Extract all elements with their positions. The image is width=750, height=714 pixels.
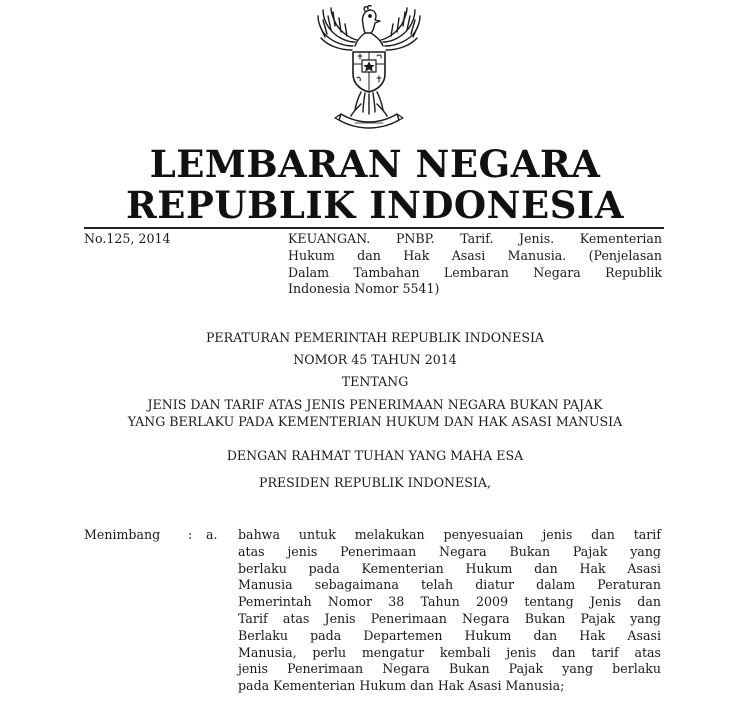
considering-line: Manusia, perlu mengatur kembali jenis dan tarif atas (238, 644, 661, 660)
considering-item-text (238, 527, 661, 695)
considering-line: Berlaku pada Departemen Hukum dan Hak Asasi (238, 627, 661, 643)
issue-subject (288, 231, 662, 298)
considering-label: Menimbang (84, 527, 161, 542)
regulation-issuer: PRESIDEN REPUBLIK INDONESIA, (259, 475, 491, 490)
considering-line: Pemerintah Nomor 38 Tahun 2009 tentang Jenis dan (238, 594, 661, 610)
issue-subject-line: Indonesia Nomor 5541) (288, 281, 440, 297)
considering-line: Tarif atas Jenis Penerimaan Negara Bukan Pajak yang (238, 610, 661, 626)
issue-subject-line: KEUANGAN. PNBP. Tarif. Jenis. Kementerian (288, 231, 662, 246)
regulation-number: NOMOR 45 TAHUN 2014 (293, 352, 457, 367)
issue-number: No.125, 2014 (84, 231, 171, 246)
issue-subject-line: Hukum dan Hak Asasi Manusia. (Penjelasan (288, 247, 662, 263)
regulation-heading: PERATURAN PEMERINTAH REPUBLIK INDONESIA (205, 330, 545, 345)
regulation-about: TENTANG (341, 374, 409, 389)
regulation-grace: DENGAN RAHMAT TUHAN YANG MAHA ESA (226, 448, 524, 463)
considering-colon: : (188, 527, 193, 542)
considering-line: berlaku pada Kementerian Hukum dan Hak Asasi (238, 560, 661, 576)
header-divider (84, 227, 664, 229)
gazette-title-line2: REPUBLIK INDONESIA (126, 183, 624, 227)
considering-item-letter: a. (206, 527, 218, 542)
considering-line: bahwa untuk melakukan penyesuaian jenis dan tarif (238, 527, 661, 542)
regulation-subject-line2: YANG BERLAKU PADA KEMENTERIAN HUKUM DAN HAK ASASI MANUSIA (127, 414, 623, 429)
considering-line: atas jenis Penerimaan Negara Bukan Pajak yang (238, 543, 661, 559)
issue-subject-line: Dalam Tambahan Lembaran Negara Republik (288, 264, 662, 280)
gazette-title-line1: LEMBARAN NEGARA (149, 142, 601, 186)
considering-line: jenis Penerimaan Negara Bukan Pajak yang berlaku (238, 661, 661, 677)
regulation-subject-line1: JENIS DAN TARIF ATAS JENIS PENERIMAAN NEGARA BUKAN PAJAK (147, 397, 603, 412)
considering-line: pada Kementerian Hukum dan Hak Asasi Manusia; (238, 678, 565, 694)
considering-line: Manusia sebagaimana telah diatur dalam Peraturan (238, 577, 661, 593)
garuda-emblem-icon (311, 4, 427, 132)
